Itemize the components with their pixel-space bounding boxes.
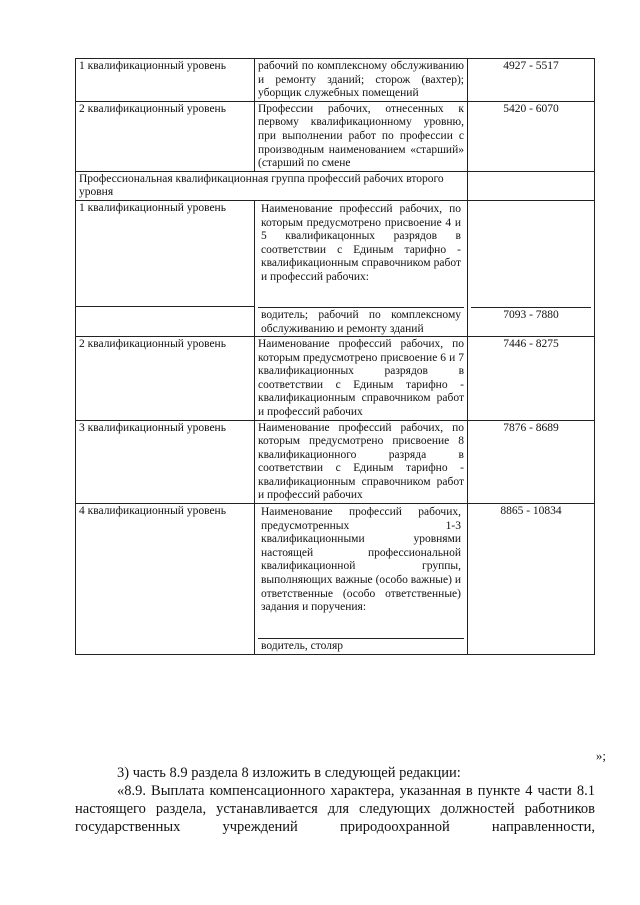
empty-subcell xyxy=(471,202,591,307)
salary-table-page xyxy=(75,58,595,655)
closing-quote: »; xyxy=(595,748,606,763)
table-row xyxy=(76,171,595,200)
salary-table xyxy=(75,58,595,655)
profession-list: водитель; рабочий по комплексному обслуживанию и ремонту зданий xyxy=(258,307,464,336)
empty-cell xyxy=(468,171,595,200)
level-cell: 2 квалификационный уровень xyxy=(76,101,255,171)
profession-description: Наименование профессий рабочих, предусмотренных 1-3 квалификационными уровнями настоящей профессиональной квалификационной группы, выполняющих важные (особо важные) и ответственные (особо ответственные) задания и поручения: xyxy=(261,506,461,614)
salary-cell: 8865 - 10834 xyxy=(468,504,595,655)
profession-cell xyxy=(255,200,468,336)
amendment-paragraph: 3) часть 8.9 раздела 8 изложить в следующей редакции: xyxy=(117,765,461,781)
table-row xyxy=(76,420,595,504)
profession-description: Наименование профессий рабочих, по которым предусмотрено присвоение 4 и 5 квалификацонных разрядов в соответствии с Единым тарифно - квалификационным справочником работ и профессий рабочих: xyxy=(261,202,461,283)
level-cell: 2 квалификационный уровень xyxy=(76,336,255,420)
profession-cell: рабочий по комплексному обслуживанию и ремонту зданий; сторож (вахтер); уборщик служебных помещений xyxy=(255,59,468,102)
salary-cell: 4927 - 5517 xyxy=(468,59,595,102)
profession-cell: Профессии рабочих, отнесенных к первому квалификационному уровню, при выполнении работ по профессии с производным наименованием «старший» (старший по смене xyxy=(255,101,468,171)
table-row xyxy=(76,101,595,171)
table-row xyxy=(76,504,595,655)
level-cell xyxy=(76,200,255,336)
salary-cell: 5420 - 6070 xyxy=(468,101,595,171)
level-cell: 1 квалификационный уровень xyxy=(76,59,255,102)
profession-cell: Наименование профессий рабочих, по которым предусмотрено присвоение 8 квалификационного разряда в соответствии с Единым тарифно - квалификационным справочником работ и профессий рабочих xyxy=(255,420,468,504)
profession-list: водитель, столяр xyxy=(258,638,464,654)
salary-cell xyxy=(468,200,595,336)
salary-cell: 7446 - 8275 xyxy=(468,336,595,420)
table-row xyxy=(76,59,595,102)
profession-cell xyxy=(255,504,468,655)
level-cell: 4 квалификационный уровень xyxy=(76,504,255,655)
table-row xyxy=(76,200,595,336)
profession-cell: Наименование профессий рабочих, по которым предусмотрено присвоение 6 и 7 квалификационных разрядов в соответствии с Единым тарифно - квалификационным справочником работ и профессий рабочих xyxy=(255,336,468,420)
salary-value: 7093 - 7880 xyxy=(471,307,591,336)
table-row xyxy=(76,336,595,420)
level-label: 1 квалификационный уровень xyxy=(79,201,226,214)
level-cell: 3 квалификационный уровень xyxy=(76,420,255,504)
group-heading-cell: Профессиональная квалификационная группа профессий рабочих второго уровня xyxy=(76,171,468,200)
salary-cell: 7876 - 8689 xyxy=(468,420,595,504)
empty-subcell xyxy=(76,306,254,335)
section-8-9-paragraph: «8.9. Выплата компенсационного характера, указанная в пункте 4 части 8.1 настоящего раздела, устанавливается для следующих должностей работников государственных учреждений природоохранной направленности, xyxy=(75,783,595,835)
